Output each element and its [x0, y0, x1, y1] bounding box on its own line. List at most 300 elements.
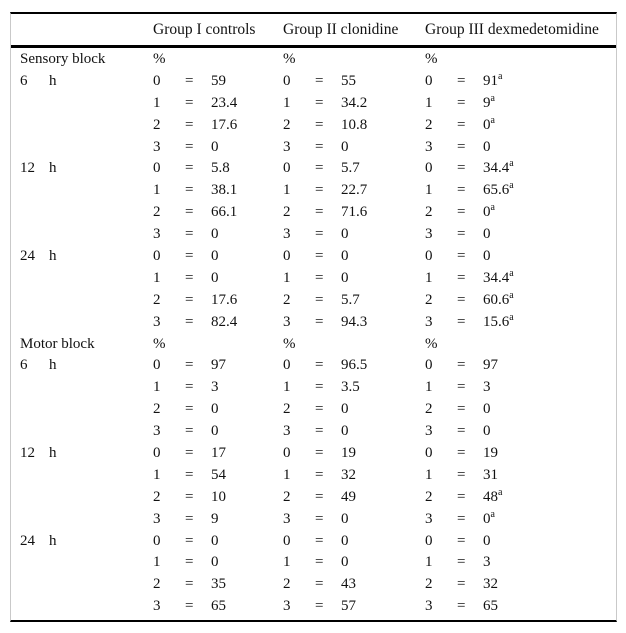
group-cell-group1: [153, 355, 283, 377]
percent-value: 0: [483, 532, 491, 549]
percent-value: 15.6$^a$: [483, 311, 514, 330]
percent-value: 34.4$^a$: [483, 158, 514, 177]
results-table: [10, 12, 617, 622]
score-cell: 2: [153, 488, 161, 505]
time-label-cell: [20, 531, 153, 553]
percent-value: 0: [483, 248, 491, 265]
group-cell-group3: [425, 224, 616, 246]
score-cell: 3: [425, 138, 433, 155]
percent-value: 9$^a$: [483, 92, 495, 111]
score-cell: 0: [283, 72, 291, 89]
group-cell-group1: [153, 377, 283, 399]
footnote-marker: a: [509, 289, 514, 301]
equals-sign: =: [185, 554, 194, 571]
percent-value: 32: [483, 576, 498, 593]
group-cell-group1: [153, 487, 283, 509]
equals-sign: =: [457, 72, 466, 89]
score-cell: 0: [283, 248, 291, 265]
group-cell-group1: [153, 312, 283, 334]
score-cell: 1: [153, 182, 161, 199]
equals-sign: =: [457, 269, 466, 286]
score-cell: 3: [425, 226, 433, 243]
group-cell-group1: [153, 399, 283, 421]
table-row: [11, 509, 616, 531]
group-cell-group2: [283, 421, 425, 443]
percent-value: 0: [211, 423, 219, 440]
score-cell: 2: [153, 291, 161, 308]
equals-sign: =: [457, 423, 466, 440]
equals-sign: =: [457, 226, 466, 243]
equals-sign: =: [315, 466, 324, 483]
equals-sign: =: [457, 204, 466, 221]
percent-value: 43: [341, 576, 356, 593]
table-row: [11, 355, 616, 377]
percent-value: 0: [341, 532, 349, 549]
time-unit: h: [49, 532, 57, 549]
score-cell: 0: [283, 445, 291, 462]
group-cell-group2: [283, 115, 425, 137]
score-cell: 1: [283, 379, 291, 396]
group-cell-group2: [283, 574, 425, 596]
footnote-marker: a: [509, 267, 514, 279]
percent-value: 97: [483, 357, 498, 374]
equals-sign: =: [315, 226, 324, 243]
equals-sign: =: [457, 116, 466, 133]
equals-sign: =: [185, 445, 194, 462]
score-cell: 3: [283, 138, 291, 155]
percent-value: 0: [483, 226, 491, 243]
group-cell-group2: [283, 487, 425, 509]
equals-sign: =: [185, 182, 194, 199]
group-cell-group2: [283, 137, 425, 159]
percent-value: 0: [341, 248, 349, 265]
score-cell: 0: [425, 532, 433, 549]
equals-sign: =: [185, 357, 194, 374]
group-cell-group2: [283, 158, 425, 180]
percent-value: 3: [483, 554, 491, 571]
equals-sign: =: [185, 510, 194, 527]
group-cell-group3: [425, 377, 616, 399]
time-label-cell: [20, 246, 153, 268]
group-cell-group3: [425, 355, 616, 377]
equals-sign: =: [185, 313, 194, 330]
table-header-row: [11, 14, 616, 48]
equals-sign: =: [457, 598, 466, 615]
time-value: 6: [20, 357, 28, 374]
percent-value: 3: [483, 379, 491, 396]
equals-sign: =: [315, 313, 324, 330]
score-cell: 1: [283, 182, 291, 199]
equals-sign: =: [457, 401, 466, 418]
unit-cell-group2: %: [283, 335, 296, 352]
equals-sign: =: [185, 269, 194, 286]
score-cell: 1: [425, 466, 433, 483]
table-body: [11, 48, 616, 620]
percent-value: 0: [211, 269, 219, 286]
score-cell: 1: [153, 554, 161, 571]
equals-sign: =: [315, 248, 324, 265]
score-cell: 1: [153, 466, 161, 483]
table-row: [11, 115, 616, 137]
percent-value: 0: [341, 226, 349, 243]
score-cell: 1: [283, 269, 291, 286]
equals-sign: =: [185, 576, 194, 593]
equals-sign: =: [315, 94, 324, 111]
percent-value: 60.6$^a$: [483, 289, 514, 308]
section-label-cell: Motor block: [20, 335, 95, 352]
table-row: [11, 399, 616, 421]
group-cell-group1: [153, 202, 283, 224]
percent-value: 35: [211, 576, 226, 593]
group-cell-group2: [283, 377, 425, 399]
time-unit: h: [49, 160, 57, 177]
percent-value: 5.7: [341, 291, 360, 308]
equals-sign: =: [315, 291, 324, 308]
equals-sign: =: [185, 72, 194, 89]
time-unit: h: [49, 357, 57, 374]
percent-value: 0: [341, 138, 349, 155]
percent-value: 49: [341, 488, 356, 505]
equals-sign: =: [315, 532, 324, 549]
group-cell-group3: [425, 596, 616, 618]
score-cell: 2: [153, 204, 161, 221]
group-cell-group3: [425, 509, 616, 531]
equals-sign: =: [457, 466, 466, 483]
score-cell: 0: [425, 160, 433, 177]
table-row: [11, 487, 616, 509]
equals-sign: =: [315, 598, 324, 615]
header-group2: Group II clonidine: [283, 20, 399, 38]
percent-value: 0: [341, 423, 349, 440]
table-row: [11, 290, 616, 312]
score-cell: 3: [425, 598, 433, 615]
group-cell-group2: [283, 596, 425, 618]
equals-sign: =: [315, 401, 324, 418]
group-cell-group2: [283, 290, 425, 312]
percent-value: 10.8: [341, 116, 368, 133]
percent-value: 17.6: [211, 116, 238, 133]
score-cell: 0: [153, 445, 161, 462]
percent-value: 0: [483, 401, 491, 418]
percent-value: 32: [341, 466, 356, 483]
percent-value: 10: [211, 488, 226, 505]
table-row: [11, 421, 616, 443]
percent-value: 96.5: [341, 357, 368, 374]
percent-value: 0: [211, 226, 219, 243]
equals-sign: =: [315, 488, 324, 505]
table-row: [11, 443, 616, 465]
score-cell: 2: [283, 204, 291, 221]
group-cell-group1: [153, 71, 283, 93]
percent-value: 65: [211, 598, 226, 615]
group-cell-group1: [153, 158, 283, 180]
score-cell: 2: [425, 488, 433, 505]
equals-sign: =: [185, 204, 194, 221]
percent-value: 0: [341, 269, 349, 286]
percent-value: 19: [341, 445, 356, 462]
group-cell-group3: [425, 202, 616, 224]
percent-value: 0: [211, 554, 219, 571]
score-cell: 2: [153, 116, 161, 133]
percent-value: 91$^a$: [483, 70, 503, 89]
group-cell-group2: [283, 509, 425, 531]
equals-sign: =: [315, 72, 324, 89]
score-cell: 2: [153, 576, 161, 593]
equals-sign: =: [457, 488, 466, 505]
equals-sign: =: [315, 576, 324, 593]
score-cell: 2: [283, 576, 291, 593]
table-row: [11, 574, 616, 596]
equals-sign: =: [185, 466, 194, 483]
group-cell-group3: [425, 465, 616, 487]
score-cell: 3: [153, 313, 161, 330]
group-cell-group2: [283, 552, 425, 574]
table-row: [11, 137, 616, 159]
footnote-marker: a: [490, 202, 495, 214]
percent-value: 3: [211, 379, 219, 396]
group-cell-group3: [425, 268, 616, 290]
percent-value: 0: [211, 532, 219, 549]
group-cell-group2: [283, 93, 425, 115]
score-cell: 3: [153, 226, 161, 243]
footnote-marker: a: [498, 486, 503, 498]
equals-sign: =: [457, 160, 466, 177]
percent-value: 31: [483, 466, 498, 483]
time-value: 24: [20, 532, 35, 549]
group-cell-group2: [283, 355, 425, 377]
group-cell-group3: [425, 246, 616, 268]
equals-sign: =: [185, 598, 194, 615]
equals-sign: =: [457, 379, 466, 396]
percent-value: 34.2: [341, 94, 368, 111]
time-value: 24: [20, 248, 35, 265]
equals-sign: =: [315, 269, 324, 286]
group-cell-group1: [153, 465, 283, 487]
percent-value: 19: [483, 445, 498, 462]
score-cell: 3: [283, 313, 291, 330]
table-row: [11, 596, 616, 618]
percent-value: 0: [341, 401, 349, 418]
group-cell-group1: [153, 224, 283, 246]
table-row: [11, 312, 616, 334]
score-cell: 0: [283, 532, 291, 549]
percent-value: 0: [211, 138, 219, 155]
footnote-marker: a: [490, 114, 495, 126]
score-cell: 1: [283, 554, 291, 571]
group-cell-group1: [153, 421, 283, 443]
equals-sign: =: [457, 532, 466, 549]
score-cell: 3: [283, 510, 291, 527]
equals-sign: =: [315, 138, 324, 155]
score-cell: 3: [153, 423, 161, 440]
time-label-cell: [20, 355, 153, 377]
group-cell-group1: [153, 115, 283, 137]
group-cell-group3: [425, 137, 616, 159]
time-value: 12: [20, 160, 35, 177]
equals-sign: =: [457, 182, 466, 199]
percent-value: 0: [483, 138, 491, 155]
table-row: [11, 552, 616, 574]
percent-value: 0: [211, 401, 219, 418]
time-unit: h: [49, 72, 57, 89]
group-cell-group3: [425, 574, 616, 596]
group-cell-group2: [283, 180, 425, 202]
equals-sign: =: [457, 291, 466, 308]
group-cell-group1: [153, 596, 283, 618]
group-cell-group3: [425, 158, 616, 180]
group-cell-group2: [283, 202, 425, 224]
score-cell: 3: [425, 423, 433, 440]
percent-value: 0$^a$: [483, 114, 495, 133]
group-cell-group1: [153, 443, 283, 465]
score-cell: 1: [153, 379, 161, 396]
group-cell-group1: [153, 93, 283, 115]
equals-sign: =: [315, 357, 324, 374]
group-cell-group2: [283, 246, 425, 268]
percent-value: 65.6$^a$: [483, 180, 514, 199]
group-cell-group2: [283, 312, 425, 334]
score-cell: 1: [425, 379, 433, 396]
equals-sign: =: [315, 182, 324, 199]
score-cell: 0: [425, 248, 433, 265]
percent-value: 55: [341, 72, 356, 89]
score-cell: 3: [153, 138, 161, 155]
footnote-marker: a: [490, 92, 495, 104]
group-cell-group1: [153, 268, 283, 290]
percent-value: 0: [341, 510, 349, 527]
percent-value: 0: [211, 248, 219, 265]
percent-value: 0$^a$: [483, 508, 495, 527]
percent-value: 0: [341, 554, 349, 571]
group-cell-group3: [425, 421, 616, 443]
equals-sign: =: [315, 204, 324, 221]
equals-sign: =: [185, 423, 194, 440]
percent-value: 5.8: [211, 160, 230, 177]
percent-value: 57: [341, 598, 356, 615]
percent-value: 9: [211, 510, 219, 527]
section-label-cell: Sensory block: [20, 51, 106, 67]
group-cell-group1: [153, 137, 283, 159]
percent-value: 54: [211, 466, 226, 483]
equals-sign: =: [457, 138, 466, 155]
footnote-marker: a: [490, 508, 495, 520]
score-cell: 0: [153, 160, 161, 177]
percent-value: 17: [211, 445, 226, 462]
score-cell: 0: [283, 357, 291, 374]
header-group1: Group I controls: [153, 20, 256, 38]
percent-value: 82.4: [211, 313, 238, 330]
score-cell: 1: [153, 269, 161, 286]
group-cell-group3: [425, 531, 616, 553]
equals-sign: =: [457, 313, 466, 330]
group-cell-group3: [425, 115, 616, 137]
equals-sign: =: [315, 379, 324, 396]
equals-sign: =: [315, 116, 324, 133]
group-cell-group2: [283, 268, 425, 290]
score-cell: 2: [425, 116, 433, 133]
score-cell: 2: [283, 488, 291, 505]
percent-value: 97: [211, 357, 226, 374]
time-value: 6: [20, 72, 28, 89]
score-cell: 2: [425, 204, 433, 221]
equals-sign: =: [185, 160, 194, 177]
equals-sign: =: [185, 248, 194, 265]
group-cell-group3: [425, 487, 616, 509]
percent-value: 48$^a$: [483, 486, 503, 505]
equals-sign: =: [315, 510, 324, 527]
score-cell: 1: [153, 94, 161, 111]
score-cell: 1: [425, 269, 433, 286]
group-cell-group3: [425, 180, 616, 202]
score-cell: 2: [283, 401, 291, 418]
score-cell: 1: [283, 94, 291, 111]
equals-sign: =: [457, 576, 466, 593]
equals-sign: =: [457, 510, 466, 527]
group-cell-group2: [283, 531, 425, 553]
group-cell-group3: [425, 290, 616, 312]
score-cell: 1: [425, 554, 433, 571]
group-cell-group3: [425, 71, 616, 93]
group-cell-group2: [283, 443, 425, 465]
score-cell: 2: [425, 401, 433, 418]
unit-cell-group3: %: [425, 335, 438, 352]
table-row: [11, 202, 616, 224]
table-row: [11, 93, 616, 115]
group-cell-group1: [153, 180, 283, 202]
score-cell: 3: [153, 510, 161, 527]
time-label-cell: [20, 443, 153, 465]
score-cell: 3: [283, 598, 291, 615]
percent-value: 59: [211, 72, 226, 89]
equals-sign: =: [185, 138, 194, 155]
table-row: [11, 180, 616, 202]
group-cell-group2: [283, 399, 425, 421]
equals-sign: =: [457, 94, 466, 111]
equals-sign: =: [315, 554, 324, 571]
score-cell: 0: [425, 72, 433, 89]
percent-value: 34.4$^a$: [483, 267, 514, 286]
table-row: [11, 465, 616, 487]
score-cell: 0: [283, 160, 291, 177]
group-cell-group3: [425, 93, 616, 115]
score-cell: 3: [283, 423, 291, 440]
footnote-marker: a: [509, 311, 514, 323]
score-cell: 3: [425, 510, 433, 527]
section-row: [11, 49, 616, 71]
score-cell: 3: [425, 313, 433, 330]
equals-sign: =: [457, 248, 466, 265]
group-cell-group1: [153, 552, 283, 574]
time-label-cell: [20, 71, 153, 93]
group-cell-group1: [153, 290, 283, 312]
equals-sign: =: [457, 445, 466, 462]
unit-cell-group2: %: [283, 51, 296, 67]
group-cell-group3: [425, 399, 616, 421]
score-cell: 2: [153, 401, 161, 418]
group-cell-group3: [425, 312, 616, 334]
equals-sign: =: [185, 226, 194, 243]
table-row: [11, 531, 616, 553]
percent-value: 23.4: [211, 94, 238, 111]
time-unit: h: [49, 445, 57, 462]
equals-sign: =: [185, 488, 194, 505]
equals-sign: =: [185, 94, 194, 111]
time-unit: h: [49, 248, 57, 265]
group-cell-group3: [425, 443, 616, 465]
unit-cell-group3: %: [425, 51, 438, 67]
footnote-marker: a: [498, 70, 503, 82]
percent-value: 5.7: [341, 160, 360, 177]
